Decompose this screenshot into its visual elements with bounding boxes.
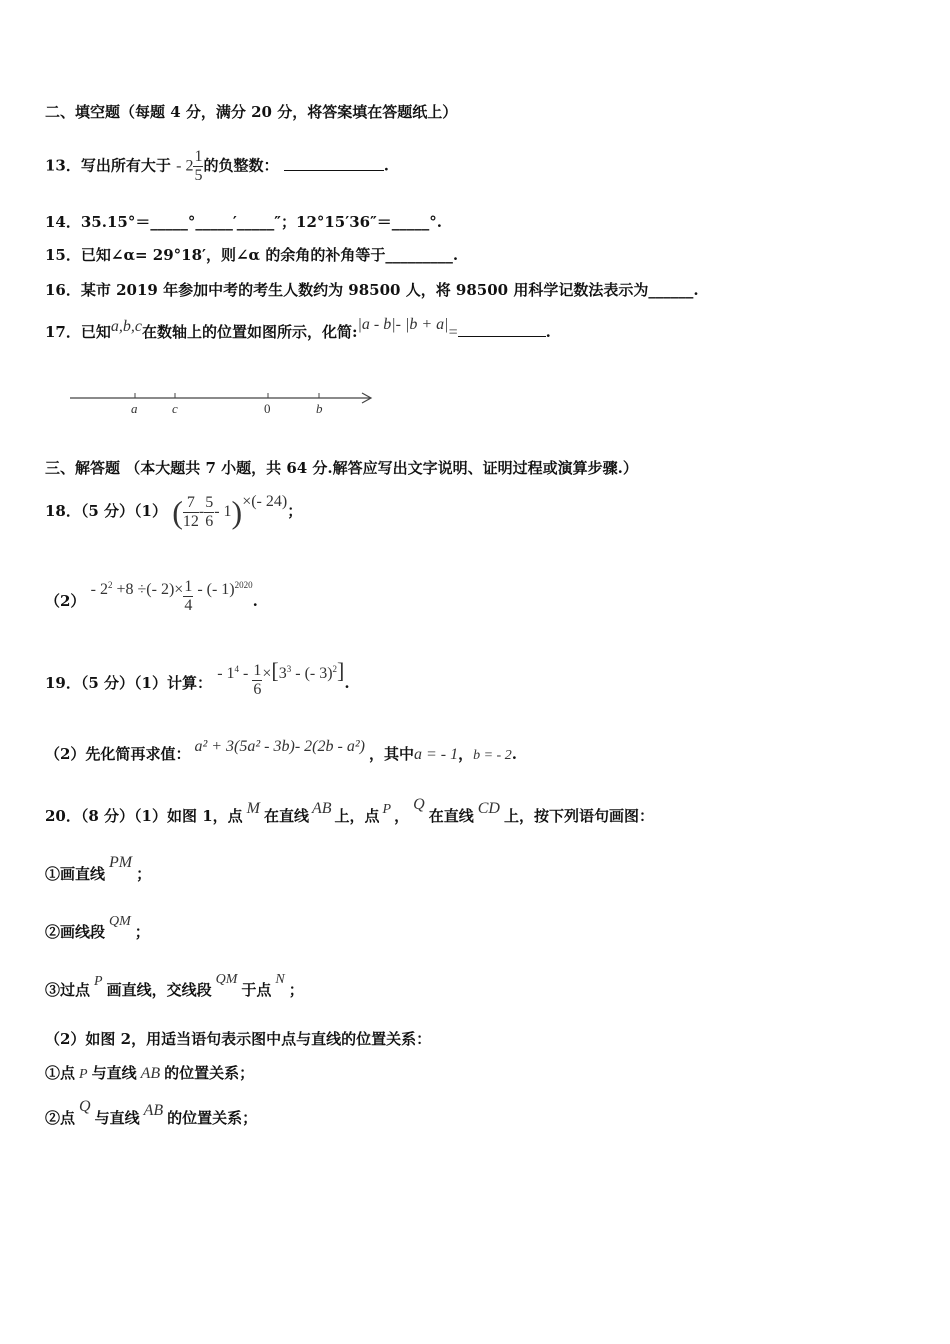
q18-frac2 [204, 494, 214, 531]
q18-p2-frac [183, 578, 193, 615]
q18-p2-a: - 2 [90, 581, 108, 598]
q19-times: × [262, 665, 272, 682]
q19-p2-label: （2）先化简再求值： [45, 745, 191, 763]
q20-s3n: N [275, 972, 285, 987]
q18-p2-exp1: 2 [108, 580, 113, 590]
q20-step3 [45, 972, 304, 1002]
q13-end: . [383, 156, 389, 175]
q17-eq: = [448, 324, 458, 341]
q20-t1: 在直线 [263, 807, 309, 825]
question-13 [45, 148, 389, 188]
q18-p2-den: 4 [184, 596, 193, 614]
q18-minus: - [198, 503, 205, 520]
q19-left-bracket: [ [271, 658, 279, 683]
section-2-title: 二、填空题（每题 4 分，满分 20 分，将答案填在答题纸上） [45, 103, 458, 121]
label-c: c [172, 401, 178, 416]
q20-t4: 在直线 [428, 807, 474, 825]
q20-r2p: Q [79, 1098, 91, 1115]
q20-r1p: P [79, 1067, 88, 1082]
q18-times: ×(- 24) [242, 493, 288, 510]
q20-t2: 上，点 [334, 807, 380, 825]
q20-r2: ②点 [45, 1109, 76, 1127]
q17-vars: a,b,c [110, 318, 142, 335]
q20-s2v: QM [109, 914, 131, 929]
q18-p2-label: （2） [45, 592, 86, 610]
q19-e-d: 3 [278, 665, 287, 682]
q20-M: M [246, 800, 260, 817]
q20-t3: ， [394, 807, 410, 825]
q20-s3v: QM [215, 972, 238, 987]
q20-s1v: PM [109, 854, 133, 871]
q19-frac [252, 662, 262, 699]
q20-r2b: 与直线 [94, 1109, 140, 1127]
q19-exp2: 3 [286, 664, 292, 674]
label-b: b [316, 401, 323, 416]
q20-r1v: AB [140, 1065, 161, 1082]
q18-f2-den: 6 [205, 512, 214, 530]
q19-exp1: 4 [234, 664, 240, 674]
q18-label: 18．（5 分）（1） [45, 502, 167, 520]
question-20 [45, 796, 654, 828]
q20-t5: 上，按下列语句画图： [503, 807, 654, 825]
q20-P: P [382, 802, 392, 817]
q19-label: 19．（5 分）（1）计算： [45, 674, 212, 692]
q19-p2-expr: a² + 3(5a² - 3b)- 2(2b - a²) [194, 738, 365, 755]
q19-end: . [344, 674, 350, 692]
question-19-part1 [45, 656, 350, 702]
q20-step2 [45, 914, 150, 944]
q20-s3: ③过点 [45, 981, 91, 999]
q19-p2-end: . [511, 745, 517, 763]
q20-r1: ①点 [45, 1064, 76, 1082]
q20-r1b: 与直线 [91, 1064, 137, 1082]
q19-e-e: - (- 3) [291, 665, 333, 682]
q19-e-a: - 1 [217, 665, 235, 682]
q18-f1-num: 7 [183, 494, 199, 513]
q19-exp3: 2 [332, 664, 338, 674]
q17-expr: |a - b|- |b + a| [357, 316, 449, 333]
question-19-part2 [45, 738, 517, 766]
q19-p2-comma: ， [458, 745, 474, 763]
q19-den: 6 [253, 680, 262, 698]
q17-mid: 在数轴上的位置如图所示，化简: [141, 323, 358, 341]
q20-r1e: 的位置关系； [164, 1064, 255, 1082]
q13-answer-blank[interactable] [284, 156, 384, 171]
q20-step1 [45, 854, 152, 885]
question-18-part1 [45, 488, 302, 534]
q20-s1: ①画直线 [45, 865, 106, 883]
section-3-title: 三、解答题 （本大题共 7 小题，共 64 分.解答应写出文字说明、证明过程或演算步骤.） [45, 459, 638, 477]
q20-s3c: 于点 [241, 981, 272, 999]
q17-end: . [545, 323, 551, 341]
q13-tail: 的负整数： [203, 156, 279, 175]
q19-p2-a: a = - 1 [413, 746, 459, 763]
q20-AB: AB [311, 800, 332, 817]
q18-right-paren: ) [231, 494, 243, 530]
q20-CD: CD [477, 800, 500, 817]
question-18-part2 [45, 574, 258, 620]
q20-r2e: 的位置关系； [167, 1109, 258, 1127]
q18-tail: - 1 [214, 503, 232, 520]
q18-p2-end: . [252, 592, 258, 610]
q20-part2: （2）如图 2，用适当语句表示图中点与直线的位置关系： [45, 1030, 432, 1048]
question-15: 15．已知∠α= 29°18′，则∠α 的余角的补角等于_________. [45, 246, 459, 264]
label-a: a [131, 401, 138, 416]
q20-s3b: 画直线，交线段 [106, 981, 212, 999]
question-17 [45, 316, 551, 343]
q20-label: 20．（8 分）（1）如图 1，点 [45, 807, 243, 825]
q20-s3e: ； [288, 981, 304, 999]
q17-label: 17．已知 [45, 323, 111, 341]
q20-s1e: ； [136, 865, 152, 883]
q20-relation1 [45, 1063, 254, 1085]
q20-s2e: ； [134, 923, 150, 941]
q18-f1-den: 12 [182, 512, 199, 530]
q19-num: 1 [253, 661, 262, 679]
q18-p2-num: 1 [184, 577, 193, 595]
q13-fraction [193, 148, 203, 185]
question-16: 16．某市 2019 年参加中考的考生人数约为 98500 人，将 98500 用科学记数法表示为______. [45, 281, 699, 299]
q18-frac1 [183, 494, 199, 531]
q19-right-bracket: ] [337, 658, 345, 683]
q20-s3p: P [94, 974, 103, 989]
q20-Q: Q [413, 796, 425, 813]
q18-p2-exp2: 2020 [234, 580, 253, 590]
label-0: 0 [264, 401, 271, 416]
q20-r2v: AB [143, 1102, 164, 1119]
q20-s2: ②画线段 [45, 923, 106, 941]
q19-e-b: - [239, 665, 253, 682]
q19-p2-b: b = - 2 [473, 748, 512, 763]
q18-p2-c: - (- 1) [193, 581, 235, 598]
q18-p2-b: +8 ÷(- 2)× [112, 581, 184, 598]
q18-left-paren: ( [172, 494, 183, 530]
q18-semi: ； [287, 502, 303, 520]
question-14: 14．35.15°＝_____°_____′_____″；12°15′36″＝_____°. [45, 213, 443, 231]
q20-relation2 [45, 1098, 258, 1129]
q13-num: 1 [194, 148, 203, 165]
q13-neg: - 2 [176, 157, 194, 175]
q13-label: 13．写出所有大于 [45, 156, 171, 175]
q19-p2-mid: ，其中 [368, 745, 414, 763]
q18-f2-num: 5 [205, 493, 214, 511]
number-line [68, 388, 378, 420]
q17-answer-blank[interactable] [458, 322, 546, 337]
q13-den: 5 [194, 167, 203, 184]
